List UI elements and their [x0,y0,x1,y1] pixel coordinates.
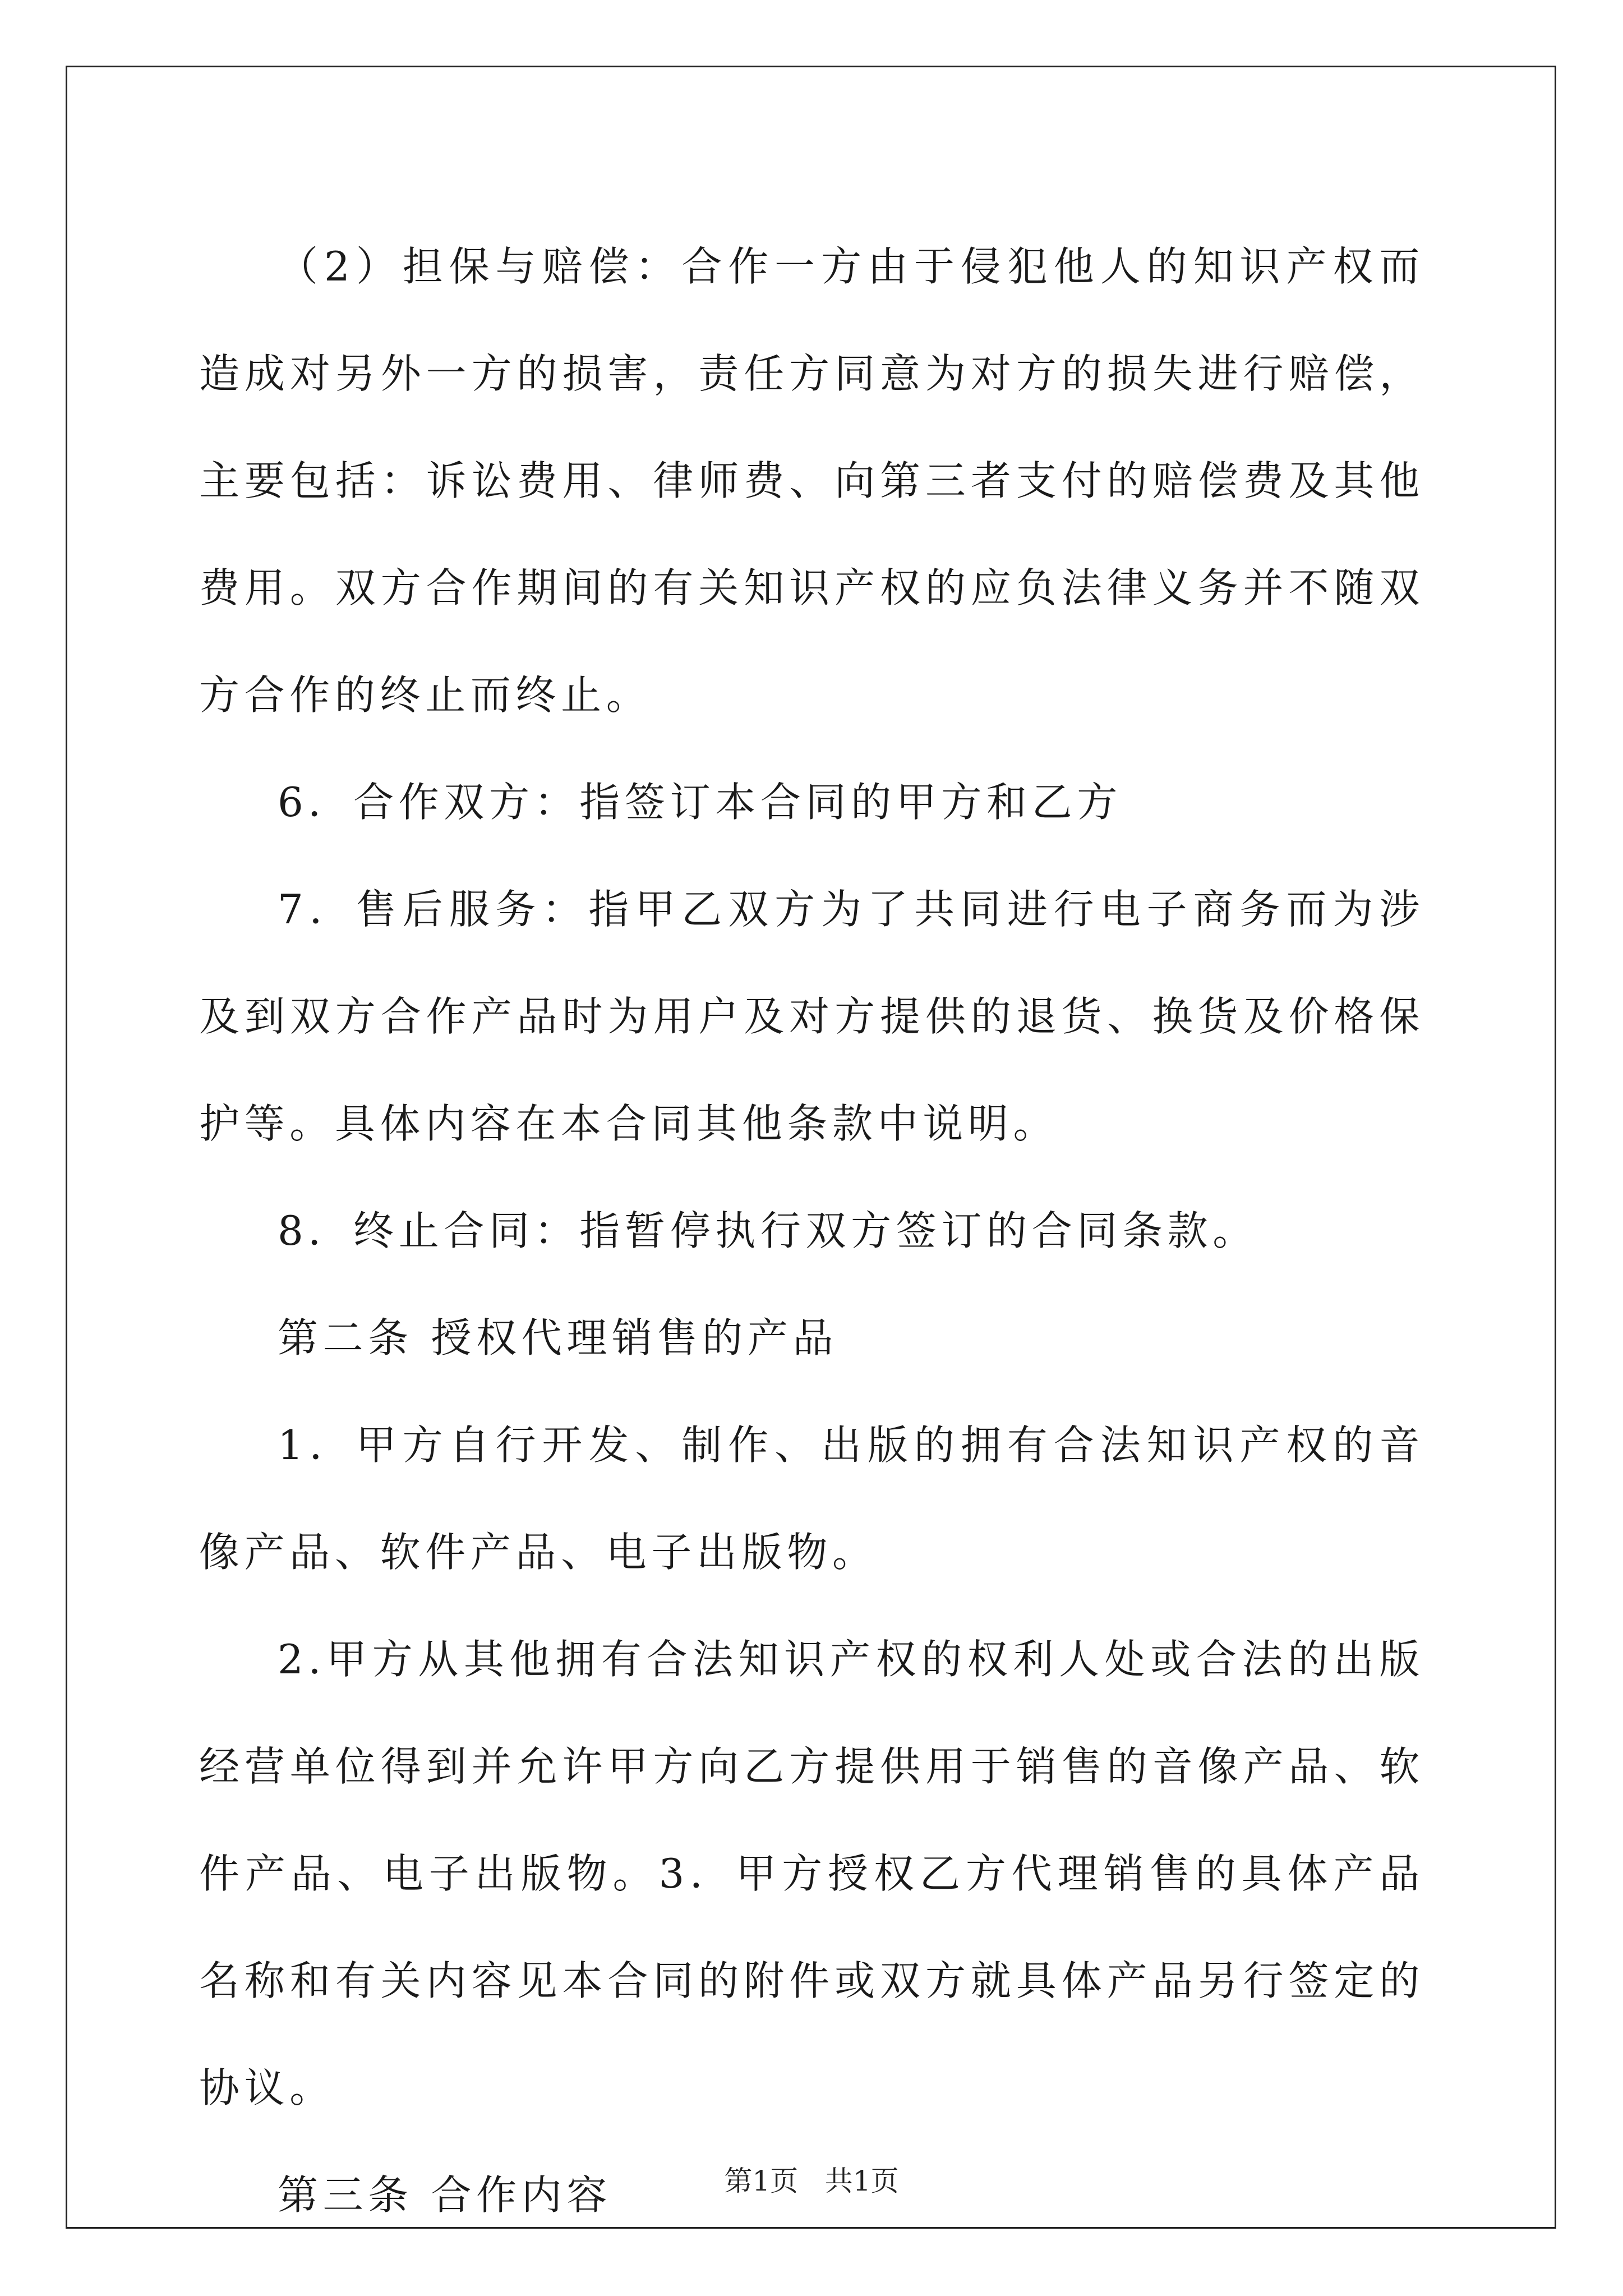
paragraph-licensed-products: 2.甲方从其他拥有合法知识产权的权利人处或合法的出版经营单位得到并允许甲方向乙方提供用于销售的音像产品、软件产品、电子出版物。3．甲方授权乙方代理销售的具体产品名称和有关内容见本合同的附件或双方就具体产品另行签定的协议。 [199,1636,1424,2111]
paragraph-cooperating-parties: 6．合作双方：指签订本合同的甲方和乙方 [278,779,1122,826]
paragraph-self-developed-products: 1．甲方自行开发、制作、出版的拥有合法知识产权的音像产品、软件产品、电子出版物。 [199,1421,1424,1576]
page-number-footer: 第1页 共1页 [724,2165,899,2197]
paragraph-guarantee-compensation: （2）担保与赔偿：合作一方由于侵犯他人的知识产权而造成对另外一方的损害，责任方同意为对方的损失进行赔偿，主要包括：诉讼费用、律师费、向第三者支付的赔偿费及其他费用。双方合作期间的有关知识产权的应负法律义务并不随双方合作的终止而终止。 [199,243,1424,719]
section-heading-article-two: 第二条 授权代理销售的产品 [278,1314,838,1361]
section-heading-article-three: 第三条 合作内容 [278,2171,612,2219]
paragraph-contract-termination: 8．终止合同：指暂停执行双方签订的合同条款。 [278,1207,1258,1254]
document-body [199,213,1424,2249]
paragraph-after-sales-service: 7．售后服务：指甲乙双方为了共同进行电子商务而为涉及到双方合作产品时为用户及对方提供的退货、换货及价格保护等。具体内容在本合同其他条款中说明。 [199,886,1424,1147]
